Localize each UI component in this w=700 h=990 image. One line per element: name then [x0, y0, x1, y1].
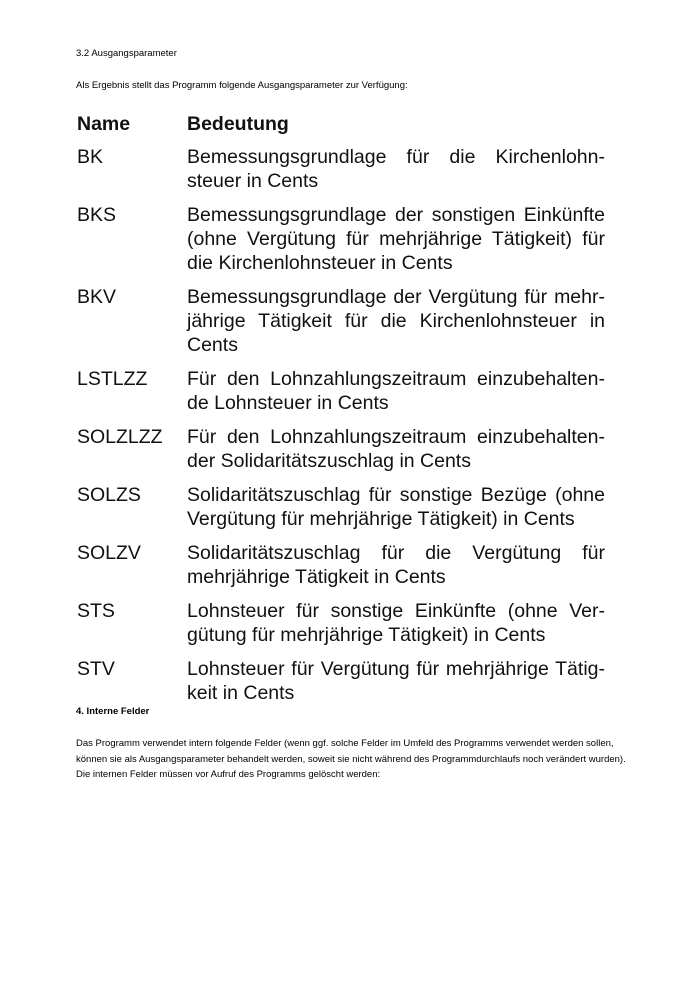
- description-line: de Lohnsteuer in Cents: [187, 392, 389, 414]
- paragraph-line: Das Programm verwendet intern folgende Felder (wenn ggf. solche Felder im Umfeld des Programms verwendet werden sollen,: [76, 738, 614, 749]
- parameter-description: [187, 201, 605, 275]
- parameter-name: SOLZS: [77, 484, 141, 506]
- paragraph-line: Die internen Felder müssen vor Aufruf des Programms gelöscht werden:: [76, 769, 381, 780]
- description-line: Solidaritätszuschlag für die Vergütung für: [187, 542, 605, 564]
- description-line: Bemessungsgrundlage der sonstigen Einkünfte: [187, 204, 605, 226]
- table-row: [77, 655, 605, 705]
- parameter-description: [187, 597, 605, 647]
- description-line: Bemessungsgrundlage der Vergütung für mehr-: [187, 286, 605, 308]
- description-line: keit in Cents: [187, 682, 295, 704]
- description-line: Cents: [187, 334, 238, 356]
- table-row: [77, 597, 605, 647]
- internal-fields-text: [76, 736, 636, 783]
- parameter-name: LSTLZZ: [77, 368, 148, 390]
- table-row: [77, 201, 605, 275]
- table-row: [77, 143, 605, 193]
- parameter-name: STV: [77, 658, 115, 680]
- header-description: Bedeutung: [187, 113, 289, 135]
- parameter-name: BK: [77, 146, 104, 168]
- parameter-description: [187, 283, 605, 357]
- parameter-description: [187, 481, 605, 531]
- parameter-description: [187, 143, 605, 193]
- table-row: [77, 423, 605, 473]
- parameter-description: [187, 423, 605, 473]
- internal-fields-heading: 4. Interne Felder: [76, 706, 150, 717]
- table-body: [77, 143, 605, 705]
- table-row: [77, 481, 605, 531]
- parameter-name: BKS: [77, 204, 117, 226]
- parameter-name: BKV: [77, 286, 117, 308]
- description-line: steuer in Cents: [187, 170, 319, 192]
- description-line: die Kirchenlohnsteuer in Cents: [187, 252, 453, 274]
- section-heading: 3.2 Ausgangsparameter: [76, 48, 177, 59]
- table-header: [77, 112, 605, 138]
- table-row: [77, 539, 605, 589]
- description-line: gütung für mehrjährige Tätigkeit) in Cents: [187, 624, 546, 646]
- parameter-name: SOLZLZZ: [77, 426, 163, 448]
- parameter-description: [187, 655, 605, 705]
- description-line: Bemessungsgrundlage für die Kirchenlohn-: [187, 146, 605, 168]
- description-line: der Solidaritätszuschlag in Cents: [187, 450, 471, 472]
- description-line: Lohnsteuer für sonstige Einkünfte (ohne Ver-: [187, 600, 605, 622]
- parameter-description: [187, 539, 605, 589]
- description-line: mehrjährige Tätigkeit in Cents: [187, 566, 446, 588]
- parameter-name: SOLZV: [77, 542, 141, 564]
- intro-text: Als Ergebnis stellt das Programm folgende Ausgangsparameter zur Verfügung:: [76, 80, 408, 91]
- header-name: Name: [77, 113, 131, 135]
- description-line: jährige Tätigkeit für die Kirchenlohnsteuer in: [187, 310, 605, 332]
- paragraph-line: können sie als Ausgangsparameter behandelt werden, soweit sie nicht während des Programmdurchlaufs noch verändert wurden).: [76, 753, 626, 765]
- table-row: [77, 365, 605, 415]
- output-parameter-table: [77, 112, 605, 705]
- description-line: Lohnsteuer für Vergütung für mehrjährige Tätig-: [187, 658, 605, 680]
- description-line: Für den Lohnzahlungszeitraum einzubehalten-: [187, 368, 605, 390]
- table-row: [77, 283, 605, 357]
- description-line: Vergütung für mehrjährige Tätigkeit) in Cents: [187, 508, 575, 530]
- parameter-name: STS: [77, 600, 115, 622]
- description-line: Für den Lohnzahlungszeitraum einzubehalten-: [187, 426, 605, 448]
- parameter-description: [187, 365, 605, 415]
- description-line: Solidaritätszuschlag für sonstige Bezüge (ohne: [187, 484, 605, 506]
- description-line: (ohne Vergütung für mehrjährige Tätigkeit) für: [187, 228, 605, 250]
